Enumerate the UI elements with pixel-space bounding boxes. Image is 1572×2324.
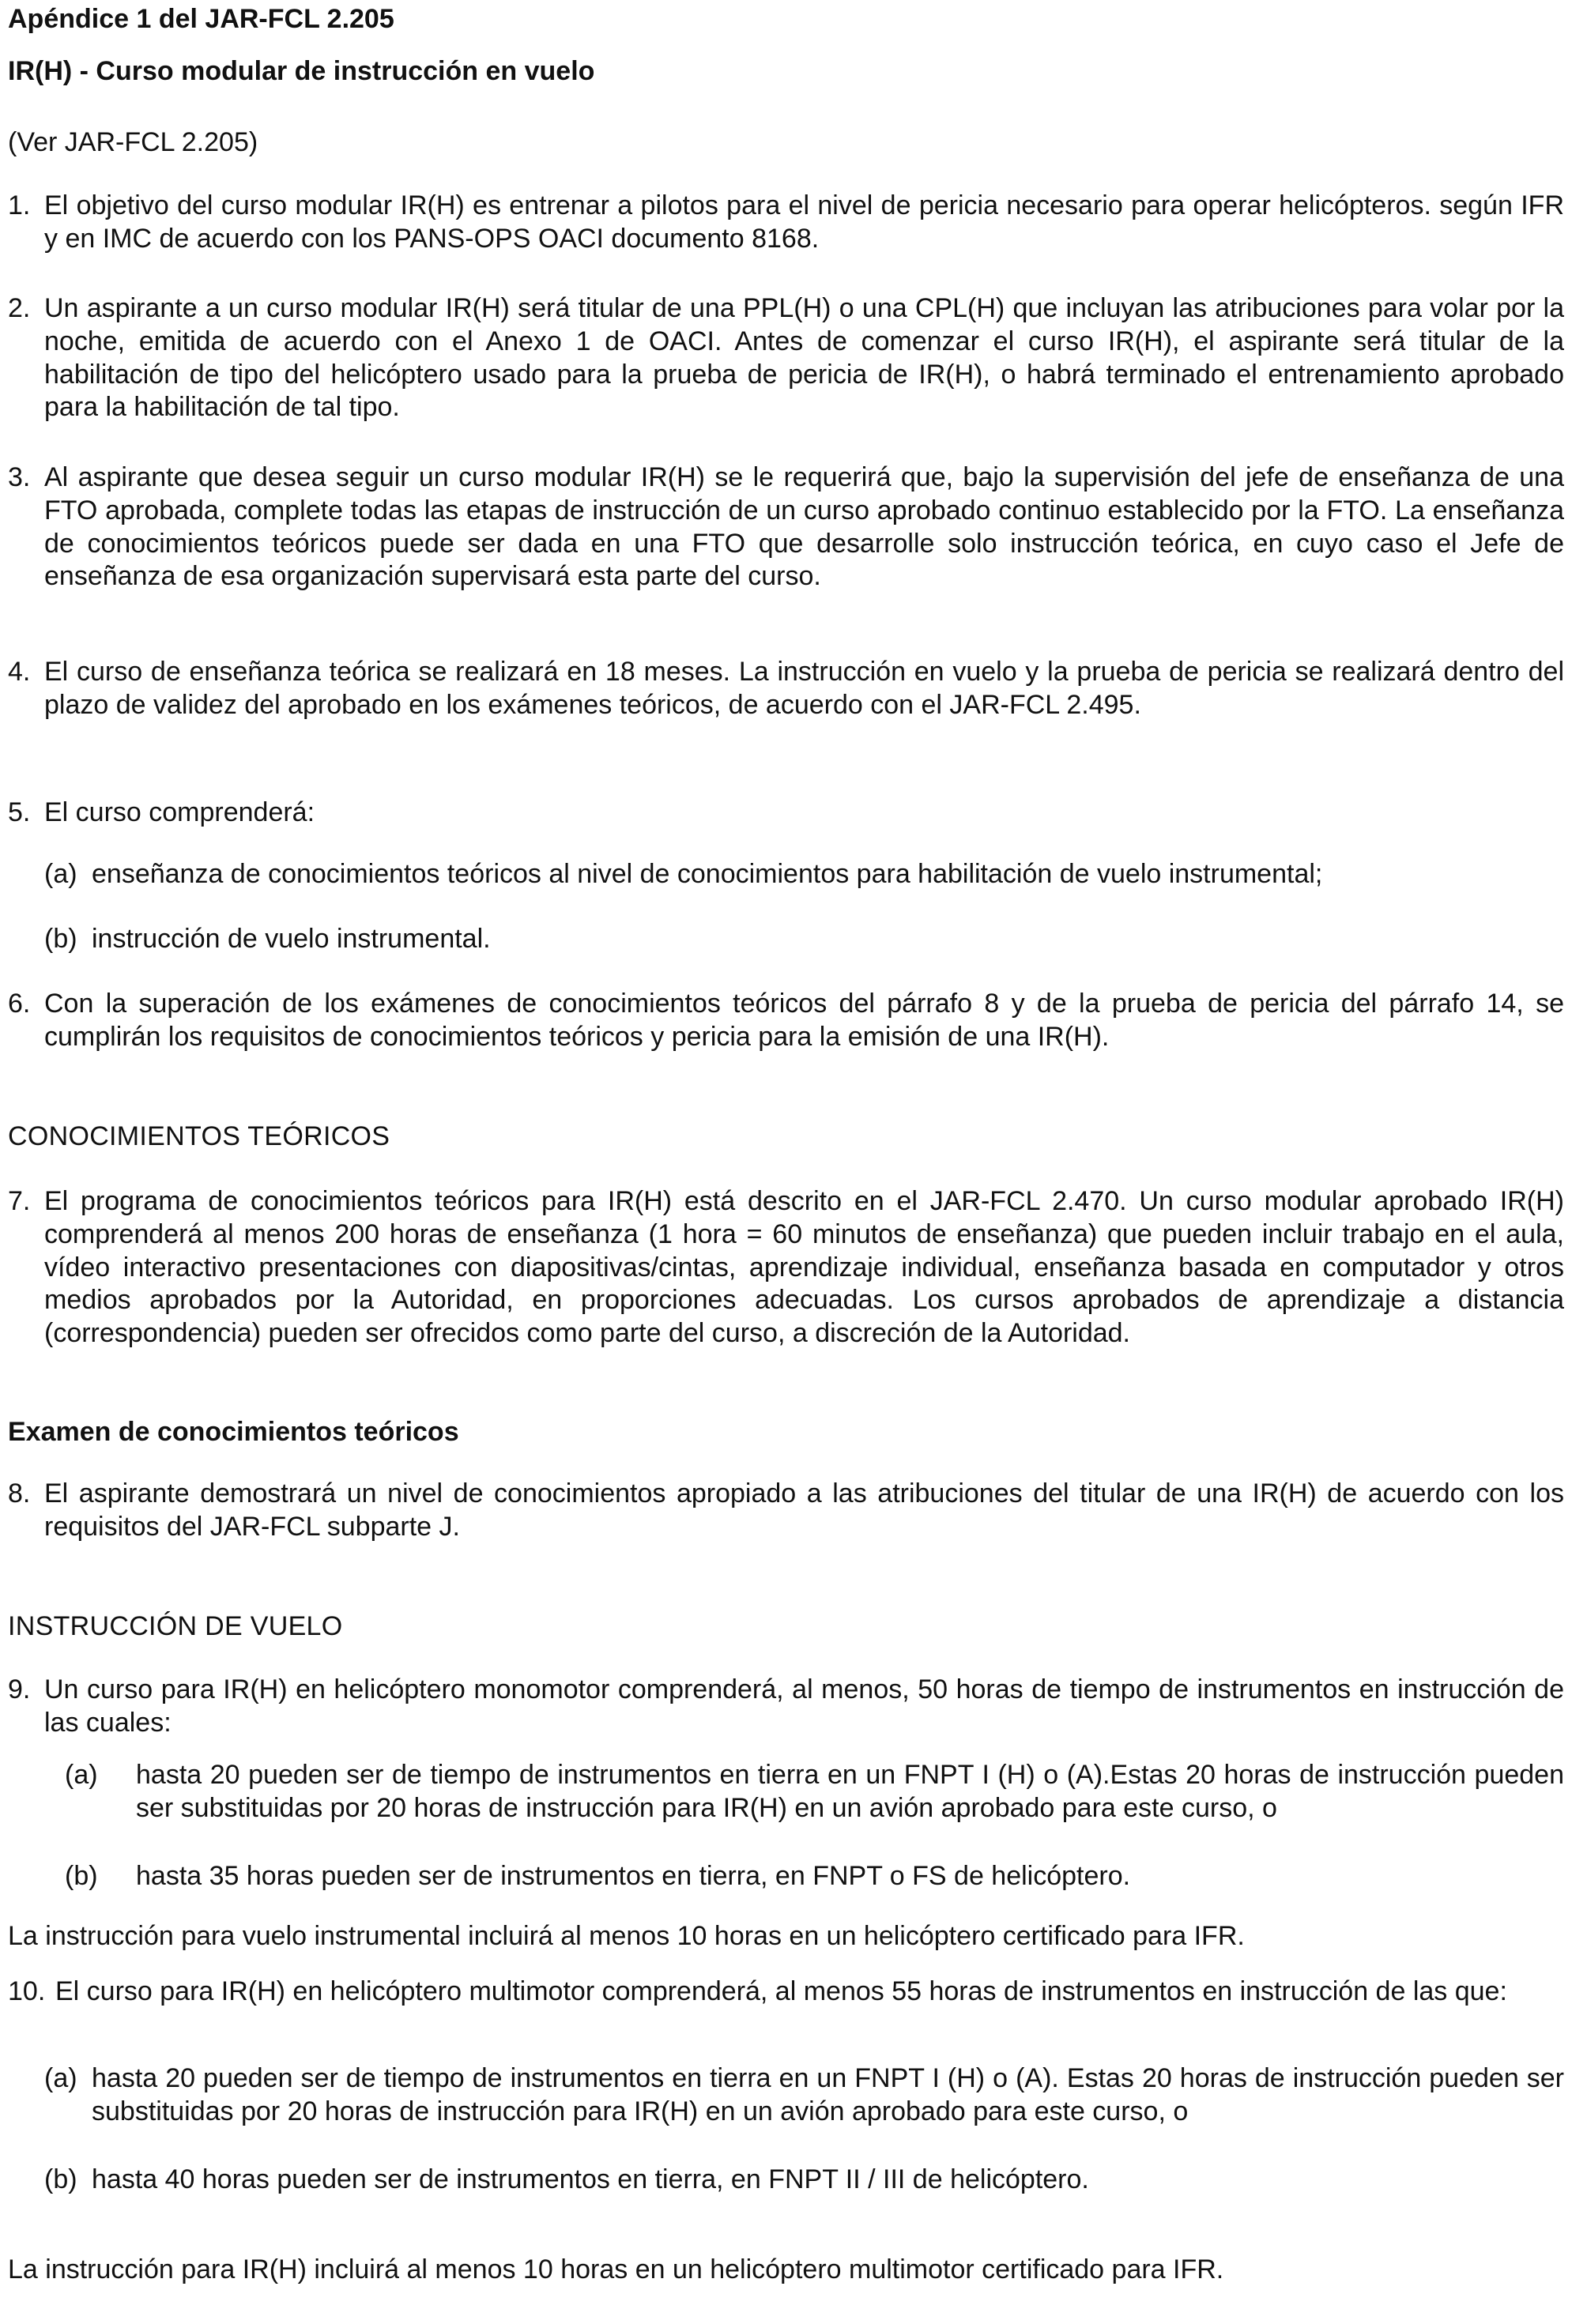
- paragraph-3: [8, 461, 1564, 593]
- paragraph-text: El curso para IR(H) en helicóptero multimotor comprenderá, al menos 55 horas de instrumentos en instrucción de las que:: [55, 1976, 1507, 2006]
- paragraph-9-item-a: [65, 1759, 1564, 1825]
- paragraph-text: El objetivo del curso modular IR(H) es entrenar a pilotos para el nivel de pericia necesario para operar helicópteros. según IFR y en IMC de acuerdo con los PANS-OPS OACI documento 8168.: [44, 190, 1564, 254]
- item-text: hasta 35 horas pueden ser de instrumentos en tierra, en FNPT o FS de helicóptero.: [136, 1861, 1131, 1891]
- item-label: (b): [44, 924, 77, 954]
- paragraph-10-note: La instrucción para IR(H) incluirá al menos 10 horas en un helicóptero multimotor certificado para IFR.: [8, 2254, 1224, 2284]
- paragraph-text: Al aspirante que desea seguir un curso modular IR(H) se le requerirá que, bajo la supervisión del jefe de enseñanza de una FTO aprobada, complete todas las etapas de instrucción de un curso aprobado continuo establecido por la FTO. La enseñanza de conocimientos teóricos puede ser dada en una FTO que desarrolle solo instrucción teórica, en cuyo caso el Jefe de enseñanza de esa organización supervisará esta parte del curso.: [44, 462, 1564, 592]
- paragraph-number: 9.: [8, 1674, 31, 1704]
- paragraph-text: El curso comprenderá:: [44, 797, 315, 827]
- paragraph-text: El aspirante demostrará un nivel de conocimientos apropiado a las atribuciones del titular de una IR(H) de acuerdo con los requisitos del JAR-FCL subparte J.: [44, 1478, 1564, 1542]
- section-heading-flight: INSTRUCCIÓN DE VUELO: [8, 1611, 343, 1641]
- paragraph-number: 2.: [8, 293, 31, 323]
- paragraph-number: 6.: [8, 989, 31, 1019]
- paragraph-text: Un aspirante a un curso modular IR(H) será titular de una PPL(H) o una CPL(H) que incluyan las atribuciones para volar por la noche, emitida de acuerdo con el Anexo 1 de OACI. Antes de comenzar el curso IR(H), el aspirante será titular de la habilitación de tipo del helicóptero usado para la prueba de pericia de IR(H), o habrá terminado el entrenamiento aprobado para la habilitación de tal tipo.: [44, 293, 1564, 423]
- paragraph-4: [8, 656, 1564, 722]
- appendix-subtitle: IR(H) - Curso modular de instrucción en vuelo: [8, 56, 595, 86]
- paragraph-text: El curso de enseñanza teórica se realizará en 18 meses. La instrucción en vuelo y la prueba de pericia se realizará dentro del plazo de validez del aprobado en los exámenes teóricos, de acuerdo con el JAR-FCL 2.495.: [44, 657, 1564, 720]
- appendix-title: Apéndice 1 del JAR-FCL 2.205: [8, 4, 394, 34]
- paragraph-2: [8, 292, 1564, 424]
- paragraph-text: Con la superación de los exámenes de conocimientos teóricos del párrafo 8 y de la prueba de pericia del párrafo 14, se cumplirán los requisitos de conocimientos teóricos y pericia para la emisión de una IR(H).: [44, 989, 1564, 1052]
- paragraph-6: [8, 988, 1564, 1054]
- paragraph-9-item-b: [65, 1860, 1564, 1893]
- paragraph-8: [8, 1478, 1564, 1544]
- paragraph-9: [8, 1674, 1564, 1740]
- item-label: (a): [44, 2063, 77, 2093]
- item-label: (a): [44, 859, 77, 889]
- paragraph-number: 5.: [8, 797, 31, 827]
- item-text: enseñanza de conocimientos teóricos al nivel de conocimientos para habilitación de vuelo instrumental;: [92, 859, 1323, 889]
- paragraph-10: [8, 1976, 1564, 2009]
- item-label: (b): [44, 2164, 77, 2194]
- paragraph-5: [8, 797, 1564, 830]
- paragraph-number: 3.: [8, 462, 31, 492]
- paragraph-10-item-b: [44, 2164, 1564, 2197]
- paragraph-7: [8, 1185, 1564, 1350]
- paragraph-number: 10.: [8, 1976, 46, 2006]
- paragraph-number: 8.: [8, 1478, 31, 1509]
- paragraph-10-item-a: [44, 2062, 1564, 2129]
- item-text: hasta 20 pueden ser de tiempo de instrumentos en tierra en un FNPT I (H) o (A).Estas 20 horas de instrucción pueden ser substituidas por 20 horas de instrucción para IR(H) en un avión aprobado para este curso, o: [136, 1760, 1564, 1823]
- subheading-exam: Examen de conocimientos teóricos: [8, 1417, 459, 1447]
- paragraph-5-item-a: [44, 858, 1564, 891]
- reference-line: (Ver JAR-FCL 2.205): [8, 127, 258, 157]
- item-text: hasta 40 horas pueden ser de instrumentos en tierra, en FNPT II / III de helicóptero.: [92, 2164, 1089, 2194]
- item-label: (b): [65, 1861, 98, 1891]
- item-text: instrucción de vuelo instrumental.: [92, 924, 491, 954]
- item-label: (a): [65, 1760, 98, 1790]
- paragraph-1: [8, 190, 1564, 256]
- paragraph-9-note: La instrucción para vuelo instrumental incluirá al menos 10 horas en un helicóptero certificado para IFR.: [8, 1921, 1245, 1951]
- section-heading-theory: CONOCIMIENTOS TEÓRICOS: [8, 1121, 390, 1151]
- paragraph-5-item-b: [44, 923, 1564, 956]
- paragraph-number: 7.: [8, 1186, 31, 1216]
- paragraph-number: 1.: [8, 190, 31, 220]
- item-text: hasta 20 pueden ser de tiempo de instrumentos en tierra en un FNPT I (H) o (A). Estas 20 horas de instrucción pueden ser substituidas por 20 horas de instrucción para IR(H) en un avión aprobado para este curso, o: [92, 2063, 1564, 2126]
- paragraph-number: 4.: [8, 657, 31, 687]
- paragraph-text: El programa de conocimientos teóricos para IR(H) está descrito en el JAR-FCL 2.470. Un curso modular aprobado IR(H) comprenderá al menos 200 horas de enseñanza (1 hora = 60 minutos de enseñanza) que pueden incluir trabajo en el aula, vídeo interactivo presentaciones con diapositivas/cintas, aprendizaje individual, enseñanza basada en computador y otros medios aprobados por la Autoridad, en proporciones adecuadas. Los cursos aprobados de aprendizaje a distancia (correspondencia) pueden ser ofrecidos como parte del curso, a discreción de la Autoridad.: [44, 1186, 1564, 1349]
- paragraph-text: Un curso para IR(H) en helicóptero monomotor comprenderá, al menos, 50 horas de tiempo de instrumentos en instrucción de las cuales:: [44, 1674, 1564, 1738]
